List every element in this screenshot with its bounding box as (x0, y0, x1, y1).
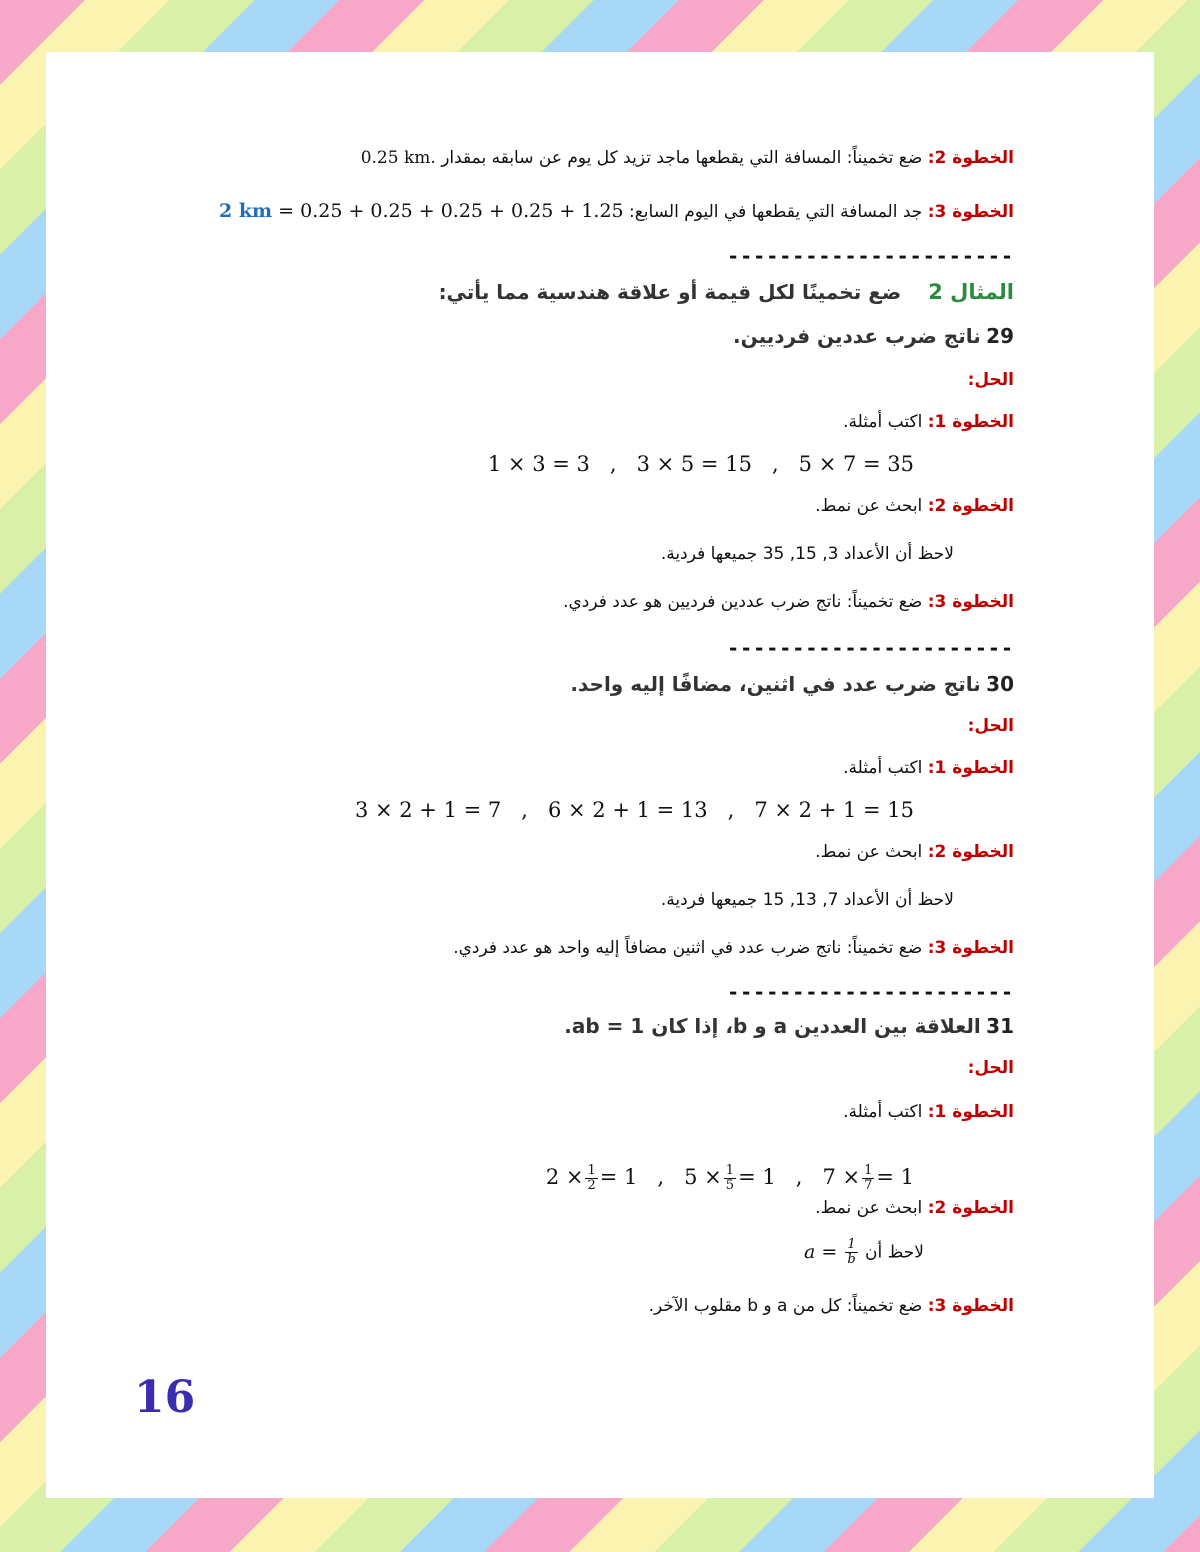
step-text: ضع تخميناً: المسافة التي يقطعها ماجد تزيد كل يوم عن سابقه بمقدار (441, 148, 923, 168)
step-text: اكتب أمثلة. (843, 1102, 923, 1122)
note-formula: a = $\frac{1}{b}$ (804, 1237, 856, 1267)
question-number: 31 (986, 1014, 1014, 1038)
step-text: ضع تخميناً: ناتج ضرب عددين فرديين هو عدد فردي. (563, 592, 923, 612)
step-text: ضع تخميناً: ناتج ضرب عدد في اثنين مضافاً إليه واحد هو عدد فردي. (453, 938, 923, 958)
fraction-equation: 2 × $\frac{1}{2}$ = 1 (545, 1163, 638, 1193)
note-prefix: لاحظ أن (865, 1242, 924, 1263)
question-number: 29 (986, 324, 1014, 348)
fraction: $\frac{1}{5}$ (725, 1163, 735, 1193)
solution-label: الحل: (967, 1058, 1014, 1078)
step-label: الخطوة 1: (927, 1102, 1014, 1122)
step-label: الخطوة 1: (927, 412, 1014, 432)
step-label: الخطوة 2: (927, 1198, 1014, 1218)
fraction-equation: 7 × $\frac{1}{7}$ = 1 (822, 1163, 914, 1193)
step-label: الخطوة 3: (927, 1296, 1014, 1316)
divider-3: ---------------------- (727, 980, 1014, 1004)
question-text: ناتج ضرب عدد في اثنين، مضافًا إليه واحد. (570, 672, 981, 696)
question-30 (570, 672, 1014, 696)
document-page (46, 52, 1154, 1498)
distance-expression (219, 200, 624, 222)
q29-step-1 (843, 412, 1014, 432)
step-value: 0.25 km. (360, 148, 436, 168)
fraction: $\frac{1}{7}$ (864, 1163, 873, 1193)
step-text: ضع تخميناً: كل من a و b مقلوب الآخر. (648, 1296, 923, 1316)
step-label: الخطوة 3: (927, 202, 1014, 222)
divider-2: ---------------------- (727, 636, 1014, 660)
step-text: ابحث عن نمط. (815, 496, 923, 516)
step-text: ابحث عن نمط. (815, 1198, 923, 1218)
step-label: الخطوة 1: (927, 758, 1014, 778)
example-title: ضع تخمينًا لكل قيمة أو علاقة هندسية مما يأتي: (438, 280, 902, 304)
question-text: ناتج ضرب عددين فرديين. (732, 324, 981, 348)
step-label: الخطوة 3: (927, 938, 1014, 958)
question-31 (564, 1014, 1014, 1038)
fraction: $\frac{1}{b}$ (847, 1237, 856, 1267)
q31-step-3 (649, 1296, 1014, 1316)
distance-result: 2 km (218, 200, 273, 222)
solution-label: الحل: (967, 370, 1014, 390)
question-number: 30 (986, 672, 1014, 696)
question-text: العلاقة بين العددين a و b، إذا كان ab = 1. (564, 1014, 981, 1038)
page-number: 16 (134, 1372, 196, 1423)
q31-step-2 (815, 1198, 1014, 1218)
step-text: ابحث عن نمط. (815, 842, 923, 862)
step-label: الخطوة 2: (927, 148, 1014, 168)
example-label: المثال 2 (928, 280, 1014, 304)
step-text: اكتب أمثلة. (843, 412, 923, 432)
step-label: الخطوة 2: (927, 496, 1014, 516)
step-label: الخطوة 2: (927, 842, 1014, 862)
top-step-2 (361, 148, 1014, 168)
q31-equations: 2 × $\frac{1}{2}$ = 1 , 5 × $\frac{1}{5}$ = 1 , 7 × $\frac{1}{7}$ = 1 (545, 1163, 914, 1193)
q29-note: لاحظ أن الأعداد 3, 15, 35 جميعها فردية. (660, 544, 954, 564)
example-heading (439, 280, 1014, 304)
q29-equations: 1 × 3 = 3 , 3 × 5 = 15 , 5 × 7 = 35 (487, 452, 914, 476)
fraction: $\frac{1}{2}$ (587, 1163, 596, 1193)
q29-step-3 (563, 592, 1014, 612)
step-text: جد المسافة التي يقطعها في اليوم السابع: (629, 202, 923, 222)
divider-1: ---------------------- (727, 244, 1014, 268)
sum-terms: = 0.25 + 0.25 + 0.25 + 0.25 + 1.25 (278, 200, 624, 222)
q31-step-1 (843, 1102, 1014, 1122)
step-label: الخطوة 3: (927, 592, 1014, 612)
solution-label: الحل: (967, 716, 1014, 736)
q31-note (804, 1238, 924, 1267)
step-text: اكتب أمثلة. (843, 758, 923, 778)
question-29 (733, 324, 1014, 348)
fraction-equation: 5 × $\frac{1}{5}$ = 1 (684, 1163, 776, 1193)
q30-equations: 3 × 2 + 1 = 7 , 6 × 2 + 1 = 13 , 7 × 2 + 1 = 15 (354, 798, 914, 822)
q30-step-2 (815, 842, 1014, 862)
q30-note: لاحظ أن الأعداد 7, 13, 15 جميعها فردية. (660, 890, 954, 910)
top-step-3 (219, 200, 1014, 222)
q30-step-3 (453, 938, 1014, 958)
q30-step-1 (843, 758, 1014, 778)
q29-step-2 (815, 496, 1014, 516)
